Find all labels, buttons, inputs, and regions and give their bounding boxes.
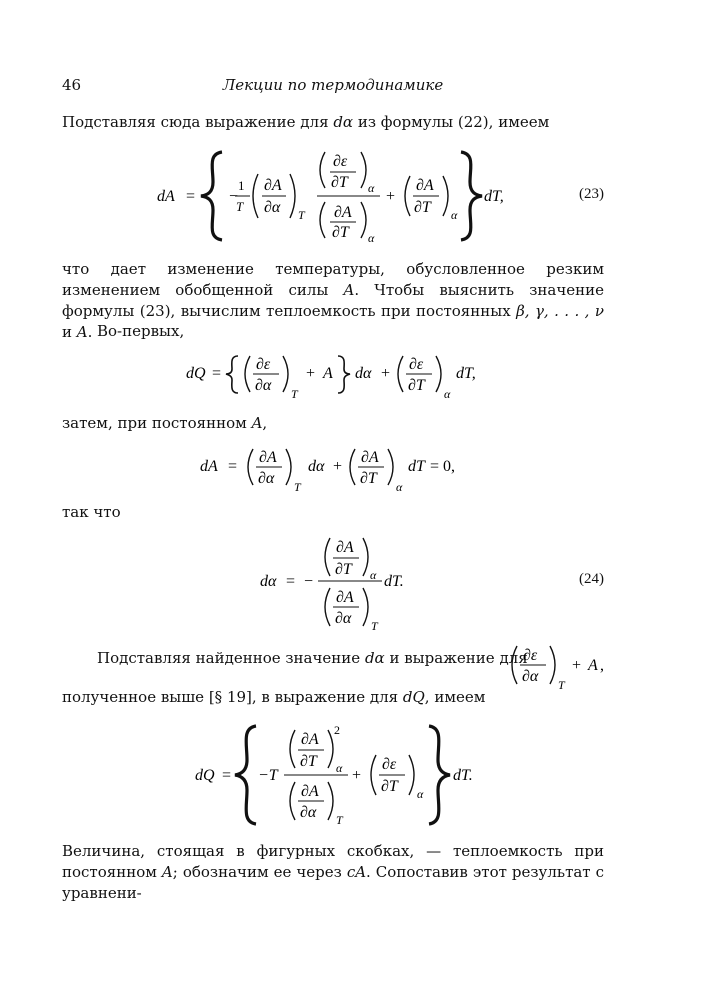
math-subscript: T bbox=[298, 208, 305, 222]
running-title: Лекции по термодинамике bbox=[222, 76, 444, 94]
left-paren bbox=[325, 538, 330, 576]
paragraph-text: Подставляя сюда выражение для bbox=[62, 113, 334, 131]
math-symbol: dQ bbox=[186, 365, 206, 382]
paragraph-intro bbox=[62, 112, 604, 133]
math-symbol: ∂A bbox=[264, 177, 282, 194]
math-symbol: dT. bbox=[453, 767, 473, 784]
paragraph-so-that bbox=[62, 502, 604, 523]
paragraph-text: Во-первых, bbox=[97, 322, 185, 340]
math-symbol: = bbox=[228, 458, 238, 475]
math-symbol: ∂T bbox=[300, 753, 317, 770]
paragraph-text: и bbox=[62, 323, 77, 341]
right-paren bbox=[283, 356, 288, 392]
math-symbol: ∂ε bbox=[256, 356, 271, 373]
math-symbol: + bbox=[306, 365, 316, 382]
math-symbol: ∂A bbox=[361, 449, 379, 466]
paragraph-text: Подставляя найденное значение bbox=[97, 649, 365, 667]
left-brace bbox=[201, 152, 222, 240]
math-symbol: ∂ε bbox=[409, 356, 424, 373]
right-paren bbox=[363, 588, 368, 626]
right-paren bbox=[361, 202, 366, 238]
inline-math: dα bbox=[333, 113, 354, 131]
math-symbol: + bbox=[352, 767, 362, 784]
inline-math: dQ bbox=[402, 688, 425, 706]
math-symbol: ∂ε bbox=[382, 756, 397, 773]
math-symbol: dQ bbox=[195, 767, 215, 784]
math-symbol: dT bbox=[408, 458, 425, 475]
left-paren bbox=[320, 202, 325, 238]
math-symbol: = bbox=[222, 767, 232, 784]
math-symbol: dA bbox=[157, 188, 175, 205]
math-subscript: T bbox=[371, 619, 378, 632]
math-symbol: ∂α bbox=[258, 470, 275, 487]
math-symbol: dα bbox=[355, 365, 372, 382]
inline-math: β, γ, . . . , ν bbox=[516, 302, 604, 320]
math-symbol: T bbox=[236, 199, 244, 214]
math-subscript: T bbox=[336, 813, 343, 827]
math-symbol: + bbox=[386, 188, 396, 205]
right-brace bbox=[461, 152, 482, 240]
inline-math: A bbox=[161, 863, 173, 881]
math-subscript: α bbox=[368, 181, 375, 195]
math-subscript: T bbox=[291, 387, 298, 401]
math-subscript: T bbox=[558, 678, 565, 692]
math-symbol: 1 bbox=[238, 178, 245, 193]
left-paren bbox=[245, 356, 250, 392]
paragraph-text: полученное выше [§ 19], в выражение для bbox=[62, 688, 403, 706]
right-paren bbox=[290, 174, 295, 218]
paragraph-text: . bbox=[87, 323, 93, 341]
right-brace bbox=[338, 356, 350, 393]
math-subscript: α bbox=[336, 761, 343, 775]
inline-math: dα bbox=[364, 649, 385, 667]
equation-number: (23) bbox=[579, 186, 604, 202]
math-subscript: α bbox=[370, 568, 377, 582]
math-symbol: A bbox=[588, 657, 598, 674]
paragraph-text: из формулы (22), имеем bbox=[353, 113, 550, 131]
math-symbol: = bbox=[286, 573, 296, 590]
math-symbol: ∂α bbox=[300, 804, 317, 821]
paragraph-text: ; обозначим ее через bbox=[172, 863, 347, 881]
right-paren bbox=[443, 176, 448, 216]
paragraph-text: , имеем bbox=[424, 688, 486, 706]
inline-math: A bbox=[343, 281, 355, 299]
equation-da-zero bbox=[0, 444, 707, 496]
page-number: 46 bbox=[62, 76, 82, 94]
math-symbol: ∂A bbox=[336, 539, 354, 556]
math-symbol: ∂T bbox=[381, 778, 398, 795]
math-symbol: dT. bbox=[384, 573, 404, 590]
left-brace bbox=[226, 356, 238, 393]
equation-dq bbox=[0, 352, 707, 404]
math-symbol: ∂T bbox=[408, 377, 425, 394]
math-subscript: α bbox=[368, 231, 375, 244]
math-symbol: = bbox=[212, 365, 222, 382]
right-paren bbox=[286, 449, 291, 485]
right-paren bbox=[328, 730, 333, 768]
math-symbol: ∂T bbox=[360, 470, 377, 487]
paragraph-text: . Чтобы выяснить значение формулы (23), вычислим теплоемкость при постоянных bbox=[62, 281, 604, 320]
paragraph-text: и выражение для bbox=[384, 649, 528, 667]
math-symbol: dT, bbox=[456, 365, 476, 382]
inline-math: cA bbox=[346, 863, 367, 881]
left-paren bbox=[371, 755, 376, 795]
math-symbol: ∂A bbox=[259, 449, 277, 466]
math-symbol: A bbox=[323, 365, 333, 382]
left-paren bbox=[290, 782, 295, 820]
math-symbol: ∂α bbox=[335, 610, 352, 627]
math-symbol: = 0, bbox=[430, 458, 456, 475]
math-symbol: ∂T bbox=[332, 224, 349, 241]
math-subscript: α bbox=[417, 787, 424, 801]
math-symbol: + bbox=[333, 458, 343, 475]
equation-23 bbox=[0, 148, 707, 244]
math-symbol: + bbox=[381, 365, 391, 382]
paragraph-text: , bbox=[262, 414, 268, 432]
paragraph-text: что дает изменение температуры, обусловленное резким изменением обобщенной силы bbox=[62, 260, 604, 299]
math-symbol: ∂A bbox=[334, 204, 352, 221]
math-symbol: dα bbox=[308, 458, 325, 475]
left-paren bbox=[248, 449, 253, 485]
paragraph-text: затем, при постоянном bbox=[62, 414, 252, 432]
right-paren bbox=[409, 755, 414, 795]
math-symbol: dα bbox=[260, 573, 277, 590]
equation-dq-final bbox=[0, 722, 707, 828]
paragraph-substituting-cont bbox=[62, 687, 604, 708]
left-paren bbox=[325, 588, 330, 626]
math-symbol: + bbox=[572, 657, 582, 674]
right-paren bbox=[388, 449, 393, 485]
left-paren bbox=[512, 646, 517, 684]
math-symbol: dT, bbox=[484, 188, 504, 205]
math-symbol: − bbox=[304, 573, 314, 590]
inline-derivative bbox=[0, 644, 707, 692]
paragraph-firstly bbox=[62, 321, 604, 342]
paragraph-then bbox=[62, 413, 604, 434]
math-symbol: = bbox=[186, 188, 196, 205]
math-subscript: α bbox=[444, 387, 451, 401]
right-paren bbox=[361, 152, 366, 188]
math-symbol: ∂A bbox=[301, 783, 319, 800]
right-paren bbox=[436, 356, 441, 392]
math-symbol: ∂A bbox=[416, 177, 434, 194]
paragraph-conclusion bbox=[62, 841, 604, 904]
right-paren bbox=[363, 538, 368, 576]
right-paren bbox=[328, 782, 333, 820]
left-paren bbox=[320, 152, 325, 188]
left-paren bbox=[253, 174, 258, 218]
left-brace bbox=[235, 726, 256, 824]
math-symbol: − bbox=[229, 188, 239, 205]
left-paren bbox=[290, 730, 295, 768]
inline-math: A bbox=[251, 414, 263, 432]
math-symbol: ∂ε bbox=[333, 153, 348, 170]
left-paren bbox=[398, 356, 403, 392]
math-symbol: ∂T bbox=[335, 561, 352, 578]
equation-24 bbox=[0, 534, 707, 632]
math-symbol: dA bbox=[200, 458, 218, 475]
left-paren bbox=[350, 449, 355, 485]
math-symbol: , bbox=[600, 657, 604, 674]
math-symbol: ∂A bbox=[301, 731, 319, 748]
math-symbol: ∂α bbox=[255, 377, 272, 394]
math-symbol: ∂α bbox=[264, 199, 281, 216]
running-header bbox=[62, 76, 604, 96]
paragraph-text: . Сопоставив этот результат с уравнени- bbox=[62, 863, 605, 902]
equation-number: (24) bbox=[579, 571, 604, 587]
math-symbol: −T bbox=[258, 767, 278, 784]
math-superscript: 2 bbox=[334, 723, 340, 737]
right-brace bbox=[429, 726, 450, 824]
paragraph-text: Величина, стоящая в фигурных скобках, — теплоемкость при постоянном bbox=[62, 842, 604, 881]
math-symbol: ∂T bbox=[414, 199, 431, 216]
math-symbol: ∂A bbox=[336, 589, 354, 606]
left-paren bbox=[405, 176, 410, 216]
math-subscript: α bbox=[396, 480, 403, 494]
math-subscript: α bbox=[451, 208, 458, 222]
paragraph-text: так что bbox=[62, 503, 121, 521]
math-symbol: ∂α bbox=[522, 668, 539, 685]
math-subscript: T bbox=[294, 480, 301, 494]
math-symbol: ∂ε bbox=[523, 647, 538, 664]
right-paren bbox=[550, 646, 555, 684]
inline-math: A bbox=[76, 323, 88, 341]
math-symbol: ∂T bbox=[331, 174, 348, 191]
